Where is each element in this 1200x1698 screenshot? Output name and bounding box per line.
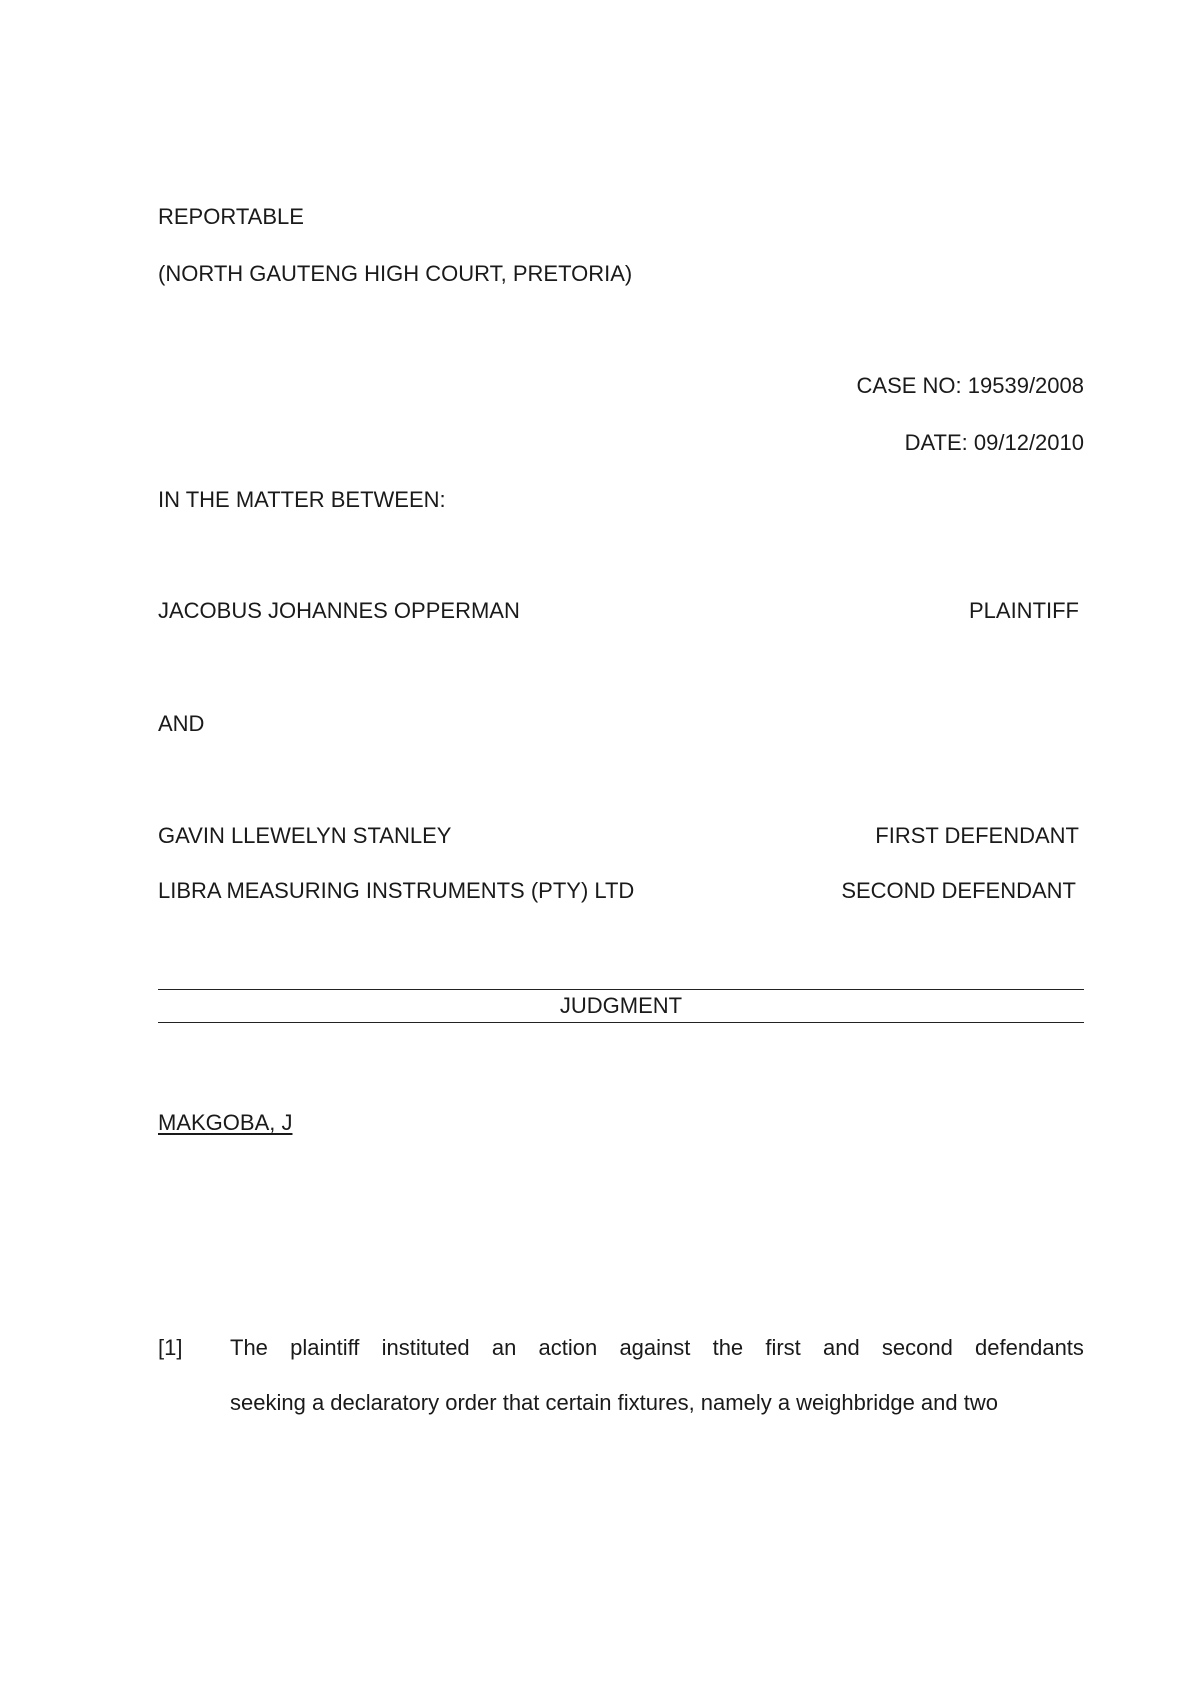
paragraph-number: [1] [158, 1335, 183, 1360]
second-defendant-name: LIBRA MEASURING INSTRUMENTS (PTY) LTD [158, 878, 635, 903]
judgment-title: JUDGMENT [559, 993, 683, 1018]
paragraph-word: against [619, 1335, 691, 1360]
paragraph-word: instituted [381, 1335, 470, 1360]
plaintiff-name: JACOBUS JOHANNES OPPERMAN [158, 598, 520, 623]
paragraph-word: plaintiff [290, 1335, 360, 1360]
matter-intro: IN THE MATTER BETWEEN: [158, 487, 446, 512]
case-number: CASE NO: 19539/2008 [856, 373, 1084, 398]
paragraph-word: first [765, 1335, 801, 1360]
paragraph-word: the [712, 1335, 744, 1360]
judge-name: MAKGOBA, J [158, 1110, 293, 1135]
paragraph-word: defendants [975, 1335, 1084, 1360]
judgment-bottom-rule [158, 1022, 1084, 1023]
paragraph-word: action [538, 1335, 598, 1360]
paragraph-word: The [230, 1335, 268, 1360]
reportable-label: REPORTABLE [158, 204, 304, 229]
first-defendant-name: GAVIN LLEWELYN STANLEY [158, 823, 452, 848]
paragraph-word: and [823, 1335, 860, 1360]
paragraph-word: second [881, 1335, 953, 1360]
judgment-top-rule [158, 989, 1084, 990]
paragraph-word: an [491, 1335, 517, 1360]
paragraph-line-1 [230, 1337, 1084, 1359]
first-defendant-role: FIRST DEFENDANT [875, 823, 1079, 848]
second-defendant-role: SECOND DEFENDANT [841, 878, 1076, 903]
and-separator: AND [158, 711, 205, 736]
judgment-date: DATE: 09/12/2010 [904, 430, 1084, 455]
paragraph-line-2: seeking a declaratory order that certain fixtures, namely a weighbridge and two [230, 1390, 998, 1415]
court-name: (NORTH GAUTENG HIGH COURT, PRETORIA) [158, 261, 633, 286]
plaintiff-role: PLAINTIFF [968, 598, 1079, 623]
paragraph-line-1-text [230, 1337, 1084, 1359]
